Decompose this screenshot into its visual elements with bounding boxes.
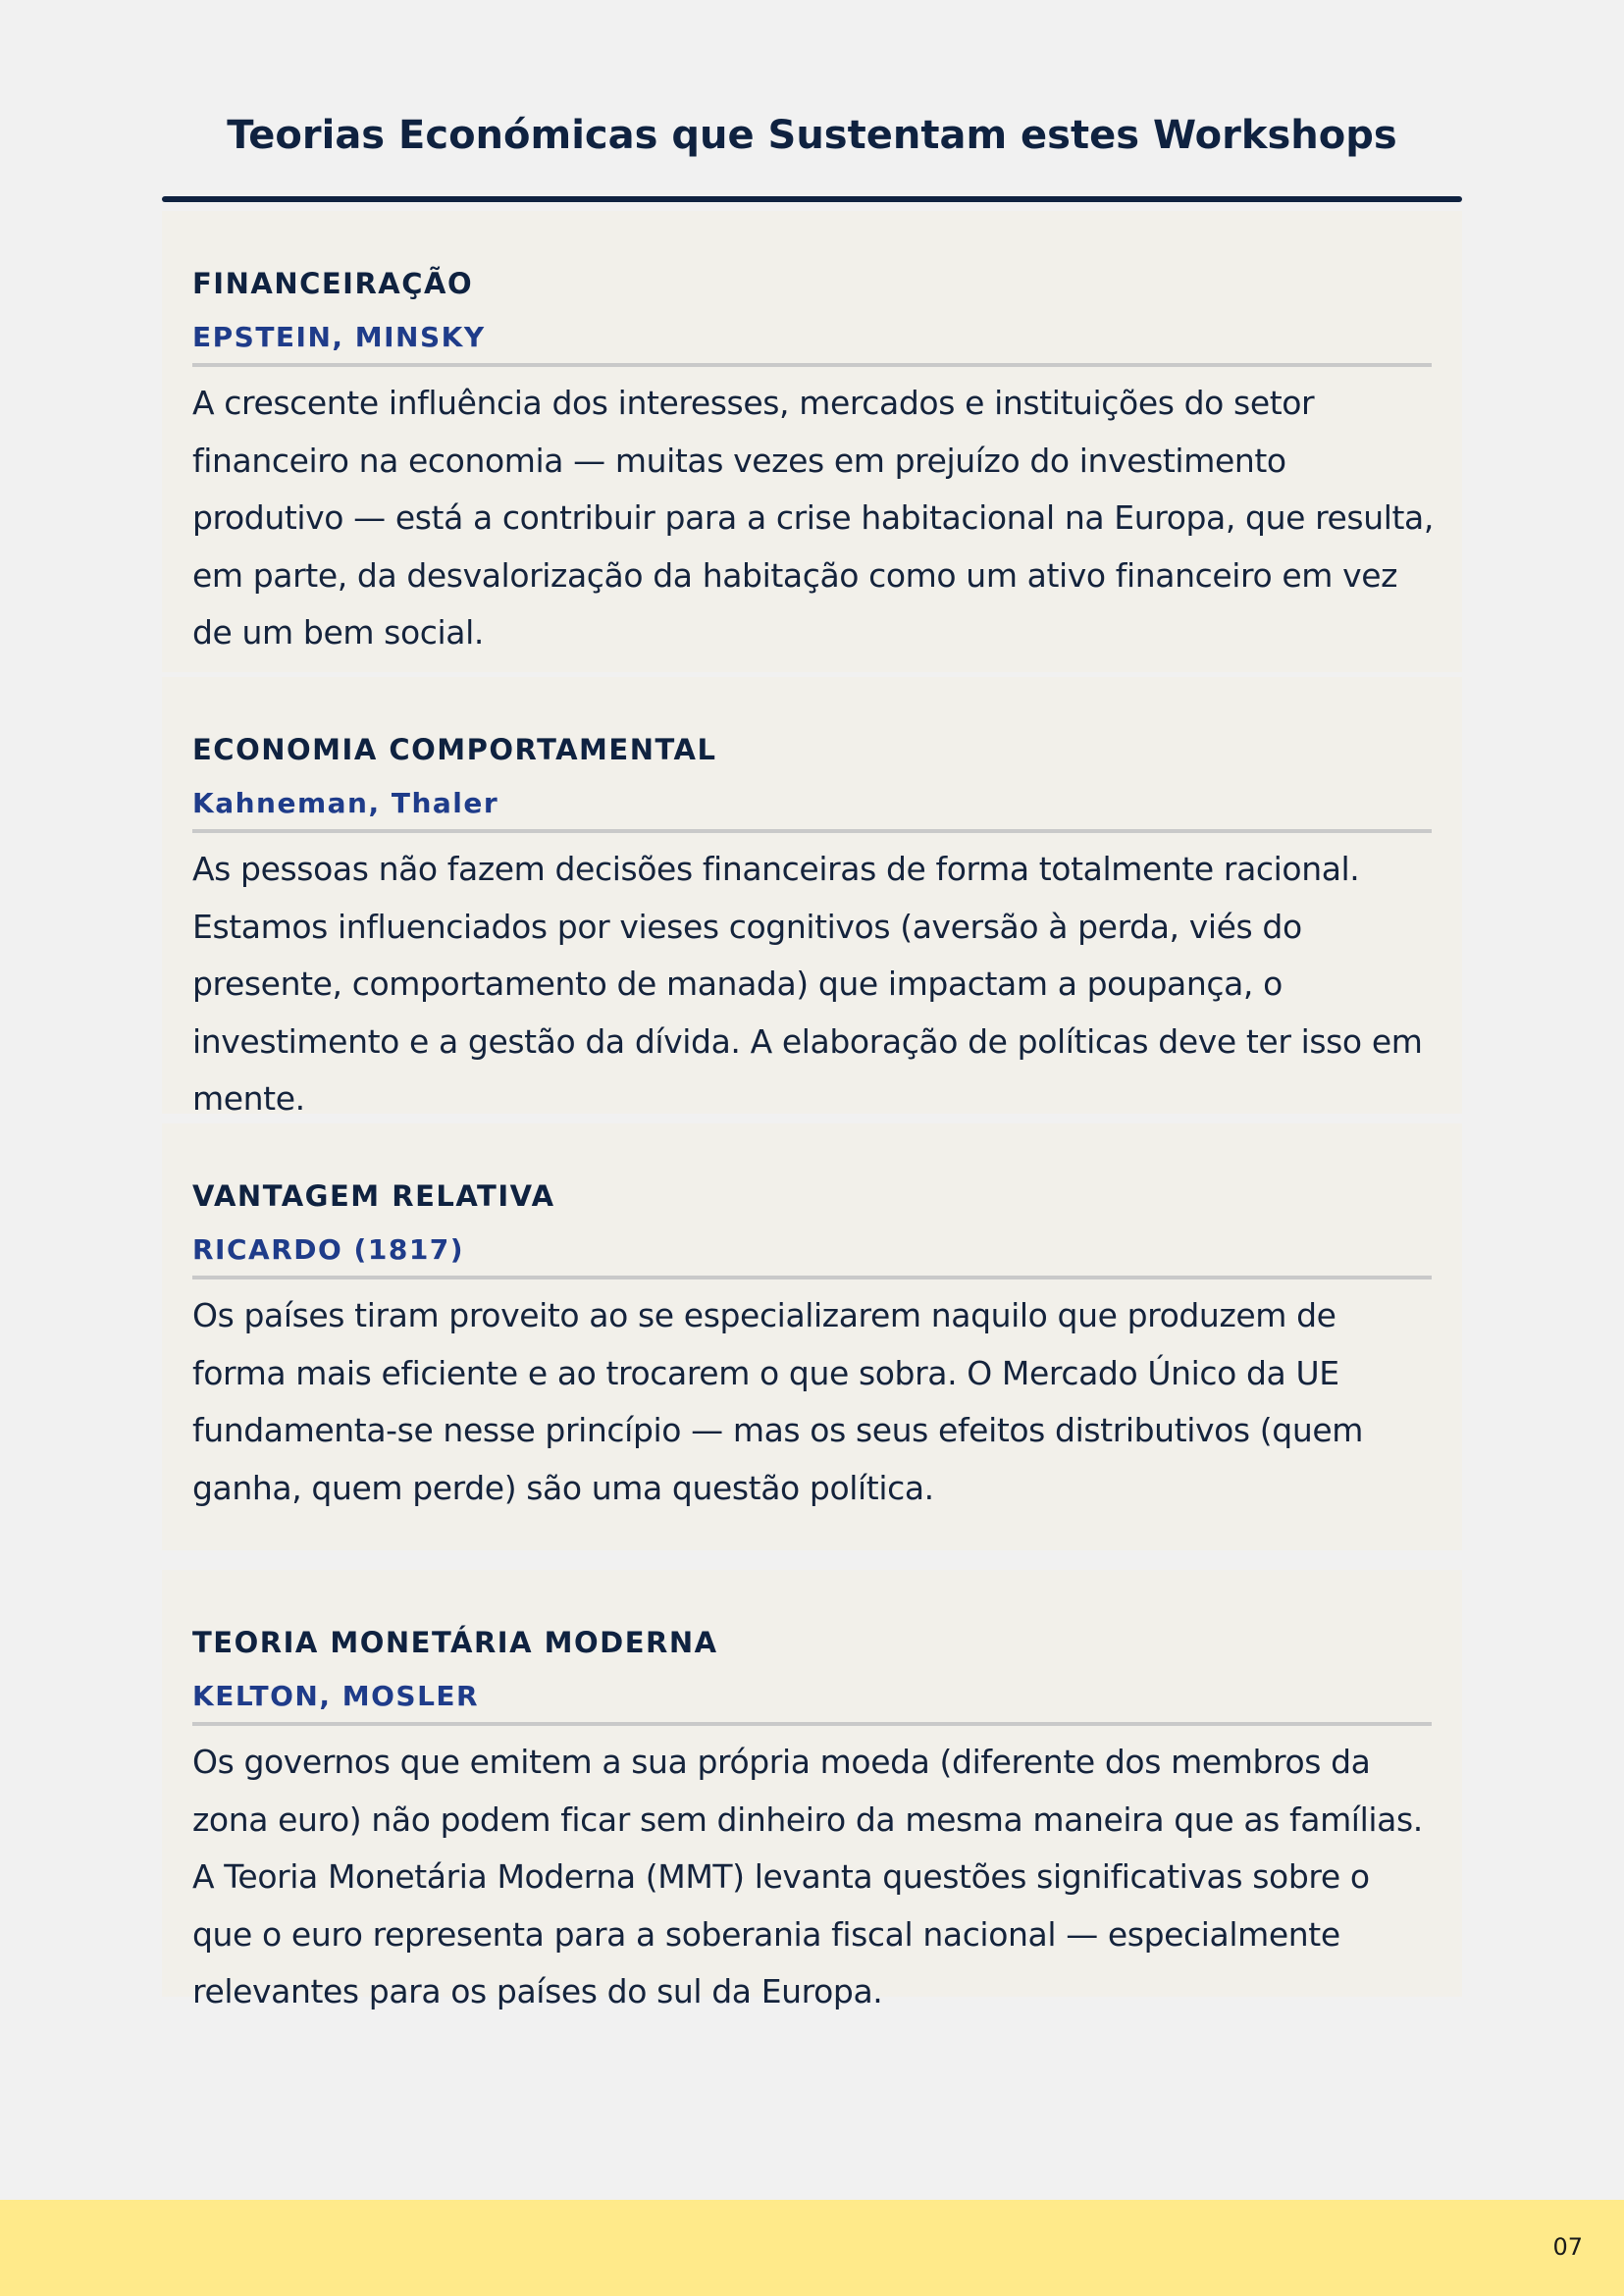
theory-divider xyxy=(192,363,1432,367)
title-divider xyxy=(162,196,1462,202)
theory-authors: RICARDO (1817) xyxy=(192,1233,465,1266)
theory-title: TEORIA MONETÁRIA MODERNA xyxy=(192,1626,718,1659)
page-title: Teorias Económicas que Sustentam estes Workshops xyxy=(227,113,1397,158)
theory-title: VANTAGEM RELATIVA xyxy=(192,1179,555,1213)
page-number: 07 xyxy=(1552,2233,1583,2261)
theory-divider xyxy=(192,1722,1432,1726)
theory-authors: Kahneman, Thaler xyxy=(192,787,499,819)
theory-card-financialisation xyxy=(162,211,1462,672)
theory-divider xyxy=(192,829,1432,833)
theory-description: As pessoas não fazem decisões financeiras de forma totalmente racional. Estamos influenciados por vieses cognitivos (aversão à perda, viés do presente, comportamento de manada) que impactam a poupança, o investimento e a gestão da dívida. A elaboração de políticas deve ter isso em mente. xyxy=(192,850,1423,1118)
theory-description: Os governos que emitem a sua própria moeda (diferente dos membros da zona euro) não podem ficar sem dinheiro da mesma maneira que as famílias. A Teoria Monetária Moderna (MMT) levanta questões significativas sobre o que o euro representa para a soberania fiscal nacional — especialmente relevantes para os países do sul da Europa. xyxy=(192,1743,1423,2010)
theory-divider xyxy=(192,1276,1432,1279)
theory-card-comparative-advantage xyxy=(162,1123,1462,1550)
theory-title: ECONOMIA COMPORTAMENTAL xyxy=(192,733,717,766)
theory-title: FINANCEIRAÇÃO xyxy=(192,267,474,300)
theory-description: Os países tiram proveito ao se especializarem naquilo que produzem de forma mais eficiente e ao trocarem o que sobra. O Mercado Único da UE fundamenta-se nesse princípio — mas os seus efeitos distributivos (quem ganha, quem perde) são uma questão política. xyxy=(192,1296,1363,1507)
theory-description: A crescente influência dos interesses, mercados e instituições do setor financeiro na economia — muitas vezes em prejuízo do investimento produtivo — está a contribuir para a crise habitacional na Europa, que resulta, em parte, da desvalorização da habitação como um ativo financeiro em vez de um bem social. xyxy=(192,384,1434,652)
theory-authors: EPSTEIN, MINSKY xyxy=(192,321,486,353)
theory-authors: KELTON, MOSLER xyxy=(192,1680,480,1712)
theory-card-behavioural-economics xyxy=(162,677,1462,1118)
theory-card-modern-monetary-theory xyxy=(162,1570,1462,2010)
footer-band xyxy=(0,2200,1624,2296)
